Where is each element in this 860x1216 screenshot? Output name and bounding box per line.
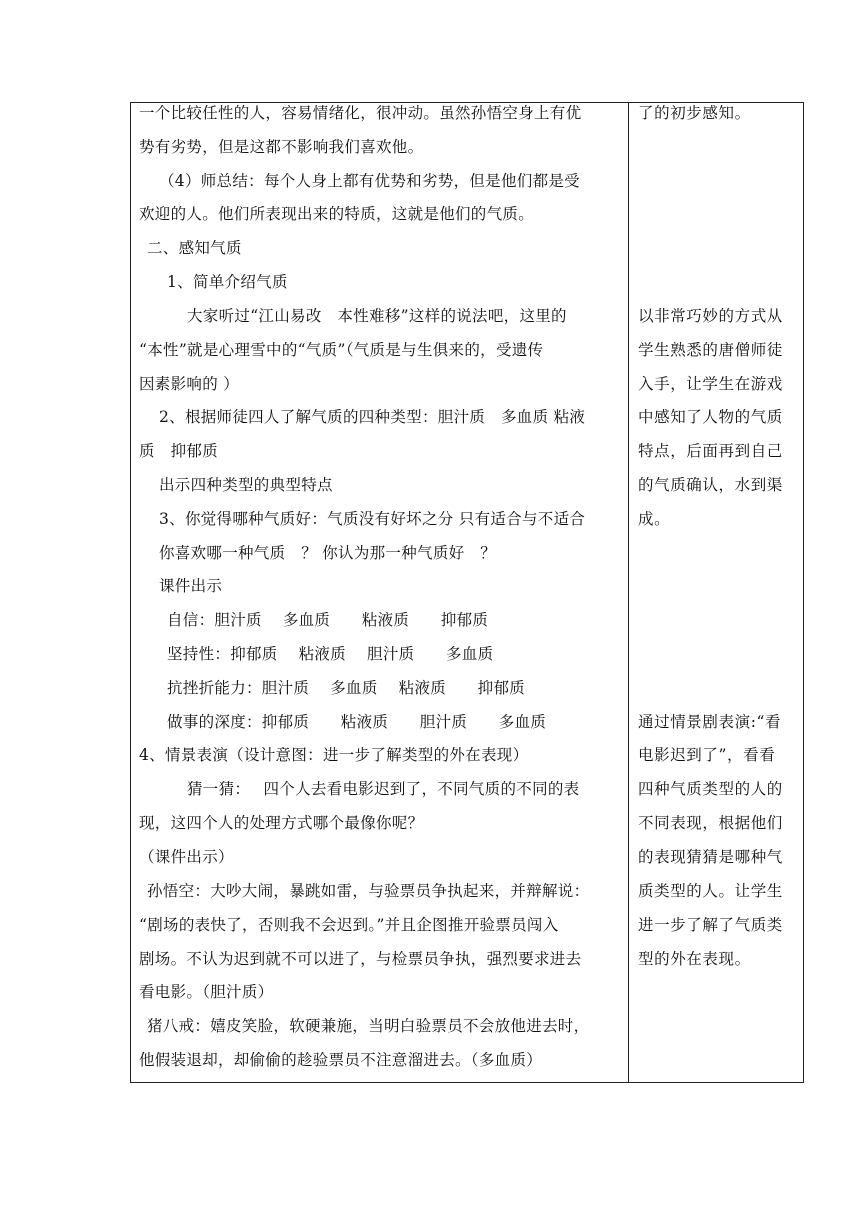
process-line: 出示四种类型的典型特点	[159, 476, 333, 494]
design-note-line: 以非常巧妙的方式从	[638, 307, 783, 325]
design-note-line: 入手，让学生在游戏	[638, 375, 783, 393]
process-line: 欢迎的人。他们所表现出来的特质，这就是他们的气质。	[139, 205, 535, 223]
process-line: 现，这四个人的处理方式哪个最像你呢？	[139, 814, 424, 832]
process-line: （4）师总结：每个人身上都有优势和劣势，但是他们都是受	[159, 172, 580, 190]
process-line: 大家听过“江山易改 本性难移”这样的说法吧，这里的	[187, 307, 567, 325]
process-line: 孙悟空：大吵大闹，暴跳如雷，与验票员争执起来，并辩解说：	[147, 882, 590, 900]
process-line: 做事的深度：抑郁质 粘液质 胆汁质 多血质	[167, 713, 547, 731]
design-note-line: 的表现猜猜是哪种气	[638, 848, 783, 866]
design-note-line: 质类型的人。让学生	[638, 882, 783, 900]
process-line: 自信：胆汁质 多血质 粘液质 抑郁质	[167, 611, 489, 629]
design-note-line: 四种气质类型的人的	[638, 780, 783, 798]
process-line: 一个比较任性的人，容易情绪化，很冲动。虽然孙悟空身上有优	[139, 104, 582, 122]
process-line: 3、你觉得哪种气质好：气质没有好坏之分 只有适合与不适合	[159, 510, 586, 528]
process-line: “本性”就是心理雪中的“气质”（气质是与生俱来的，受遗传	[139, 341, 544, 359]
design-note-line: 不同表现，根据他们	[638, 814, 783, 832]
process-line: 抗挫折能力：胆汁质 多血质 粘液质 抑郁质	[167, 679, 526, 697]
design-note-line: 中感知了人物的气质	[638, 408, 783, 426]
process-line: 二、感知气质	[147, 239, 242, 257]
process-line: 质 抑郁质	[139, 442, 219, 460]
process-line: 4、情景表演（设计意图：进一步了解类型的外在表现）	[139, 746, 529, 764]
teaching-process-column	[131, 103, 628, 1082]
process-line: 因素影响的 ）	[139, 375, 240, 393]
lesson-plan-table	[130, 102, 804, 1083]
design-note-line: 成。	[638, 510, 671, 528]
process-line: （课件出示）	[139, 848, 234, 866]
process-line: 猪八戒：嬉皮笑脸，软硬兼施，当明白验票员不会放他进去时，	[147, 1017, 590, 1035]
design-note-line: 特点，后面再到自己	[638, 442, 783, 460]
process-line: 猜一猜： 四个人去看电影迟到了，不同气质的不同的表	[187, 780, 580, 798]
process-line: 2、根据师徒四人了解气质的四种类型：胆汁质 多血质 粘液	[159, 408, 586, 426]
design-note-line: 电影迟到了”，看看	[638, 746, 776, 764]
process-line: 剧场。不认为迟到就不可以进了，与检票员争执，强烈要求进去	[139, 950, 582, 968]
design-note-line: 的气质确认，水到渠	[638, 476, 783, 494]
design-note-line: 进一步了解了气质类	[638, 916, 783, 934]
design-note-line: 通过情景剧表演:“看	[638, 713, 782, 731]
design-note-line: 了的初步感知。	[638, 104, 751, 122]
design-intent-column	[629, 103, 804, 1082]
process-line: 你喜欢哪一种气质 ？ 你认为那一种气质好 ？	[159, 544, 497, 562]
process-line: “剧场的表快了，否则我不会迟到。”并且企图推开验票员闯入	[139, 916, 559, 934]
design-note-line: 型的外在表现。	[638, 950, 751, 968]
process-line: 1、简单介绍气质	[167, 273, 288, 291]
process-line: 他假装退却，却偷偷的趁验票员不注意溜进去。（多血质）	[139, 1051, 543, 1069]
design-note-line: 学生熟悉的唐僧师徒	[638, 341, 783, 359]
process-line: 课件出示	[159, 577, 223, 595]
process-line: 势有劣势，但是这都不影响我们喜欢他。	[139, 138, 424, 156]
process-line: 看电影。（胆汁质）	[139, 983, 274, 1001]
process-line: 坚持性：抑郁质 粘液质 胆汁质 多血质	[167, 645, 494, 663]
